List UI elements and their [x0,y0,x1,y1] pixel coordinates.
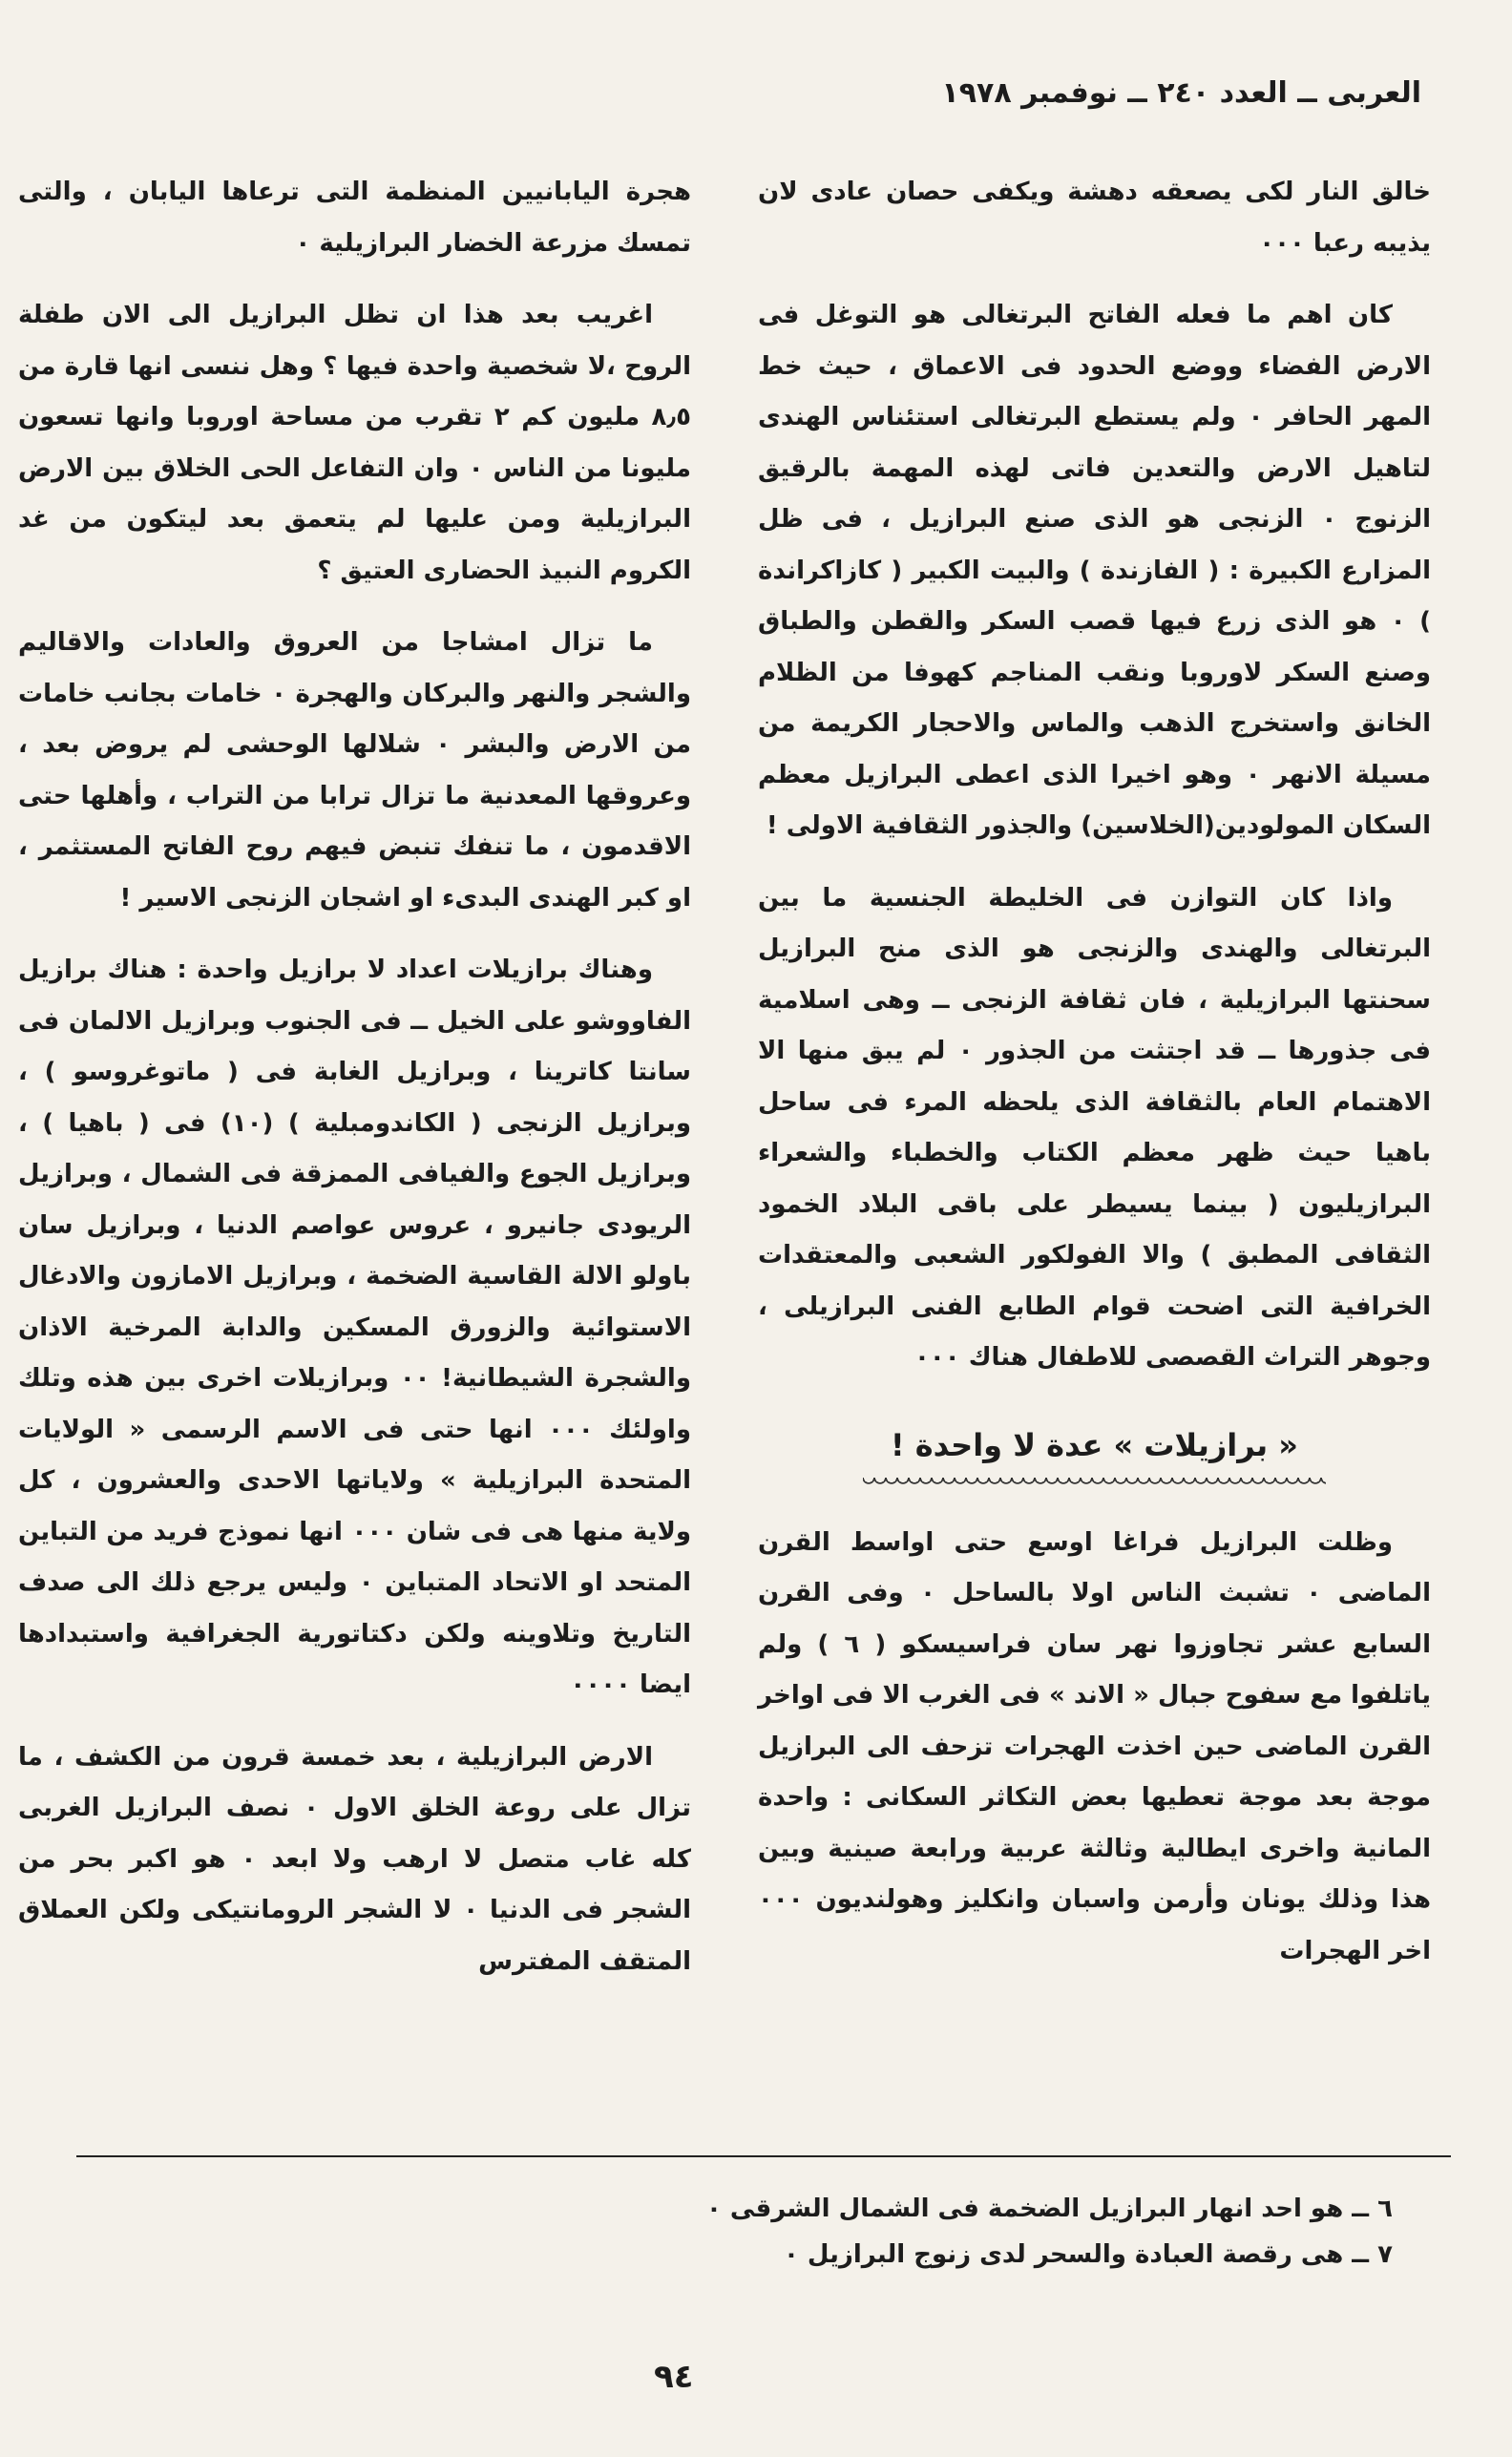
footnote: ٧ ــ هى رقصة العبادة والسحر لدى زنوج البرازيل ٠ [783,2240,1393,2269]
decorative-wavy-rule [863,1478,1326,1487]
body-paragraph: اغريب بعد هذا ان تظل البرازيل الى الان طفلة الروح ،لا شخصية واحدة فيها ؟ وهل ننسى انها قارة من ٨٫٥ مليون كم ٢ تقرب من مساحة اوروبا وانها تسعون مليونا من الناس ٠ وان التفاعل الحى الخلاق بين الارض البرازيلية ومن عليها لم يتعمق بعد ليتكون من غد الكروم النبيذ الحضارى العتيق ؟ [18,301,691,585]
section-subheading: « برازيلات » عدة لا واحدة ! [891,1426,1298,1463]
left-column [18,167,691,2008]
running-header: العربى ــ العدد ٢٤٠ ــ نوفمبر ١٩٧٨ [941,76,1421,110]
body-paragraph: وهناك برازيلات اعداد لا برازيل واحدة : هناك برازيل الفاووشو على الخيل ــ فى الجنوب وبرازيل الالمان فى سانتا كاترينا ، وبرازيل الغابة فى ( ماتوغروسو ) ، وبرازيل الزنجى ( الكاندومبلية ) (١٠) فى ( باهيا ) ، وبرازيل الجوع والفيافى الممزقة فى الشمال ، وبرازيل الريودى جانيرو ، عروس عواصم الدنيا ، وبرازيل سان باولو الالة القاسية الضخمة ، وبرازيل الامازون والادغال الاستوائية والزورق المسكين والدابة المرخية الاذان والشجرة الشيطانية! ٠٠ وبرازيلات اخرى بين هذه وتلك واولئك ٠٠٠ انها حتى فى الاسم الرسمى « الولايات المتحدة البرازيلية » ولاياتها الاحدى والعشرون ، كل ولاية منها هى فى شان ٠٠٠ انها نموذج فريد من التباين المتحد او الاتحاد المتباين ٠ وليس يرجع ذلك الى صدف التاريخ وتلاوينه ولكن دكتاتورية الجغرافية واستبدادها ايضا ٠٠٠٠ [18,956,692,1699]
body-paragraph: واذا كان التوازن فى الخليطة الجنسية ما بين البرتغالى والهندى والزنجى هو الذى منح البرازيل سحنتها البرازيلية ، فان ثقافة الزنجى ــ وهى اسلامية فى جذورها ــ قد اجتثت من الجذور ٠ لم يبق منها الا الاهتمام العام بالثقافة الذى يلحظه المرء فى ساحل باهيا حيث ظهر معظم الكتاب والخطباء والشعراء البرازيليون ( بينما يسيطر على باقى البلاد الخمود الثقافى المطبق ) والا الفولكور الشعبى والمعتقدات الخرافية التى اضحت قوام الطابع الفنى البرازيلى ، وجوهر التراث القصصى للاطفال هناك ٠٠٠ [758,883,1431,1372]
body-paragraph: خالق النار لكى يصعقه دهشة ويكفى حصان عادى لان يذيبه رعبا ٠٠٠ [758,178,1431,258]
body-paragraph: كان اهم ما فعله الفاتح البرتغالى هو التوغل فى الارض الفضاء ووضع الحدود فى الاعماق ، حيث خط المهر الحافر ٠ ولم يستطع البرتغالى استئناس الهندى لتاهيل الارض والتعدين فاتى لهذه المهمة بالرقيق الزنوج ٠ الزنجى هو الذى صنع البرازيل ، فى ظل المزارع الكبيرة : ( الفازندة ) والبيت الكبير ( كازاكراندة ) ٠ هو الذى زرع فيها قصب السكر والقطن والطباق وصنع السكر لاوروبا ونقب المناجم كهوفا من الظلام الخانق واستخرج الذهب والماس والاحجار الكريمة من مسيلة الانهر ٠ وهو اخيرا الذى اعطى البرازيل معظم السكان المولودين(الخلاسين) والجذور الثقافية الاولى ! [758,301,1432,840]
body-paragraph: الارض البرازيلية ، بعد خمسة قرون من الكشف ، ما تزال على روعة الخلق الاول ٠ نصف البرازيل الغربى كله غاب متصل لا ارهب ولا ابعد ٠ هو اكبر بحر من الشجر فى الدنيا ٠ لا الشجر الرومانتيكى ولكن العملاق المتقف المفترس [18,1742,692,1976]
footnote-divider [76,2155,1451,2157]
body-paragraph: وظلت البرازيل فراغا اوسع حتى اواسط القرن الماضى ٠ تشبث الناس اولا بالساحل ٠ وفى القرن السابع عشر تجاوزوا نهر سان فراسيسكو ( ٦ ) ولم ياتلفوا مع سفوح جبال « الاند » فى الغرب الا فى اواخر القرن الماضى حين اخذت الهجرات تزحف الى البرازيل موجة بعد موجة تعطيها بعض التكاثر السكانى : واحدة المانية واخرى ايطالية وثالثة عربية ورابعة صينية وبين هذا وذلك يونان وأرمن واسبان وانكليز وهولنديون ٠٠٠ اخر الهجرات [758,1527,1431,1965]
page-number: ٩٤ [654,2358,694,2396]
right-column [758,167,1431,1998]
footnote: ٦ ــ هو احد انهار البرازيل الضخمة فى الشمال الشرقى ٠ [706,2194,1393,2223]
body-paragraph: ما تزال امشاجا من العروق والعادات والاقاليم والشجر والنهر والبركان والهجرة ٠ خامات بجانب خامات من الارض والبشر ٠ شلالها الوحشى لم يروض بعد ، وعروقها المعدنية ما تزال ترابا من التراب ، وأهلها حتى الاقدمون ، ما تنفك تنبض فيهم روح الفاتح المستثمر ، او كبر الهندى البدىء او اشجان الزنجى الاسير ! [18,628,691,913]
footnotes [343,2186,1393,2278]
body-paragraph: هجرة اليابانيين المنظمة التى ترعاها اليابان ، والتى تمسك مزرعة الخضار البرازيلية ٠ [18,178,691,258]
